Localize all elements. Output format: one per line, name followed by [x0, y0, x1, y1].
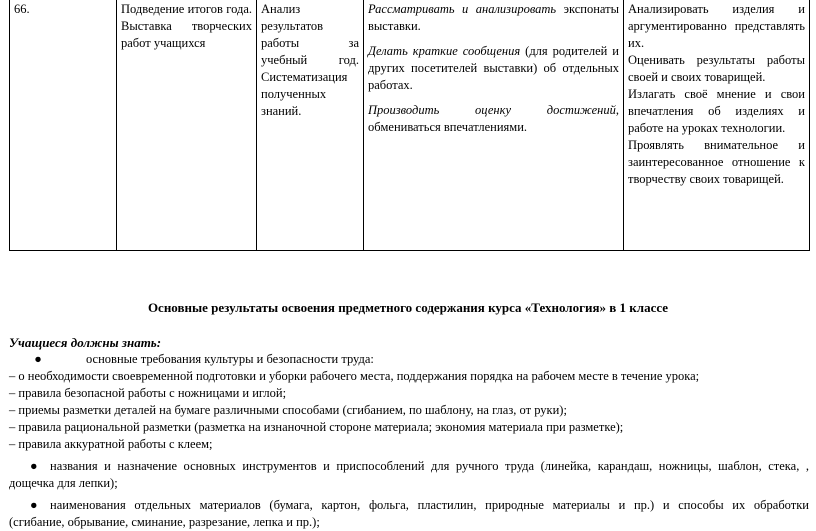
lesson-content: Анализ результатов работы за учебный год. Систематизация полученных знаний. [261, 2, 359, 118]
table-row [10, 0, 810, 251]
lesson-topic: Подведение итогов года. Выставка творческих работ учащихся [121, 2, 252, 50]
list-item: ● наименования отдельных материалов (бумага, картон, фольга, пластилин, природные материалы и пр.) и способы их обработки [30, 498, 809, 512]
activity-paragraph [368, 102, 619, 136]
lesson-number-cell [10, 0, 117, 251]
activity-text: (для родителей и других посетителей выставки) об отдельных работах. [368, 44, 619, 92]
list-item: – о необходимости своевременной подготовки и уборки рабочего места, поддержания порядка на рабочем месте в течение урока; [9, 369, 700, 383]
knowledge-list [9, 351, 809, 531]
list-item-continuation: (сгибание, обрывание, сминание, разрезание, лепка и пр.); [9, 515, 320, 529]
list-item: – приемы разметки деталей на бумаге различными способами (сгибанием, по шаблону, на глаз, от руки); [9, 403, 567, 417]
list-item: – правила рациональной разметки (разметка на изнаночной стороне материала; экономия материала при разметке); [9, 420, 624, 434]
outcome-paragraph: Излагать своё мнение и свои впечатления об изделиях и работе на уроках технологии. [628, 87, 805, 135]
lesson-topic-cell [117, 0, 257, 251]
activity-verb: Рассматривать и анализировать [368, 2, 557, 16]
outcome-paragraph: Оценивать результаты работы своей и своих товарищей. [628, 53, 805, 84]
bullet-icon: ● [30, 459, 38, 473]
outcome-paragraph: Анализировать изделия и аргументированно представлять их. [628, 2, 805, 50]
activity-verb: Делать краткие сообщения [368, 44, 521, 58]
activity-verb: Производить оценку достижений [368, 103, 616, 117]
lesson-content-cell [257, 0, 364, 251]
bullet-icon: ● [34, 352, 42, 366]
activity-paragraph [368, 43, 619, 94]
list-item: – правила аккуратной работы с клеем; [9, 437, 213, 451]
activity-text: , обмениваться впечатлениями. [368, 103, 619, 134]
bullet-icon: ● [30, 498, 38, 512]
outcome-paragraph: Проявлять внимательное и заинтересованное отношение к творчеству своих товарищей. [628, 138, 805, 186]
list-item-continuation: дощечка для лепки); [9, 476, 118, 490]
activity-paragraph [368, 1, 619, 35]
list-item: ● названия и назначение основных инструментов и приспособлений для ручного труда (линейка, карандаш, ножницы, шаблон, стека, , [30, 459, 809, 473]
section-subheading: Учащиеся должны знать: [9, 335, 162, 350]
list-item: – правила безопасной работы с ножницами и иглой; [9, 386, 287, 400]
outcomes-cell [624, 0, 810, 251]
list-item: ● основные требования культуры и безопасности труда: [9, 351, 809, 368]
curriculum-table [9, 0, 810, 251]
section-heading: Основные результаты освоения предметного содержания курса «Технология» в 1 классе [147, 300, 669, 315]
lesson-number: 66. [14, 2, 30, 16]
activity-text: экспонаты выставки. [368, 2, 619, 33]
activity-cell [364, 0, 624, 251]
